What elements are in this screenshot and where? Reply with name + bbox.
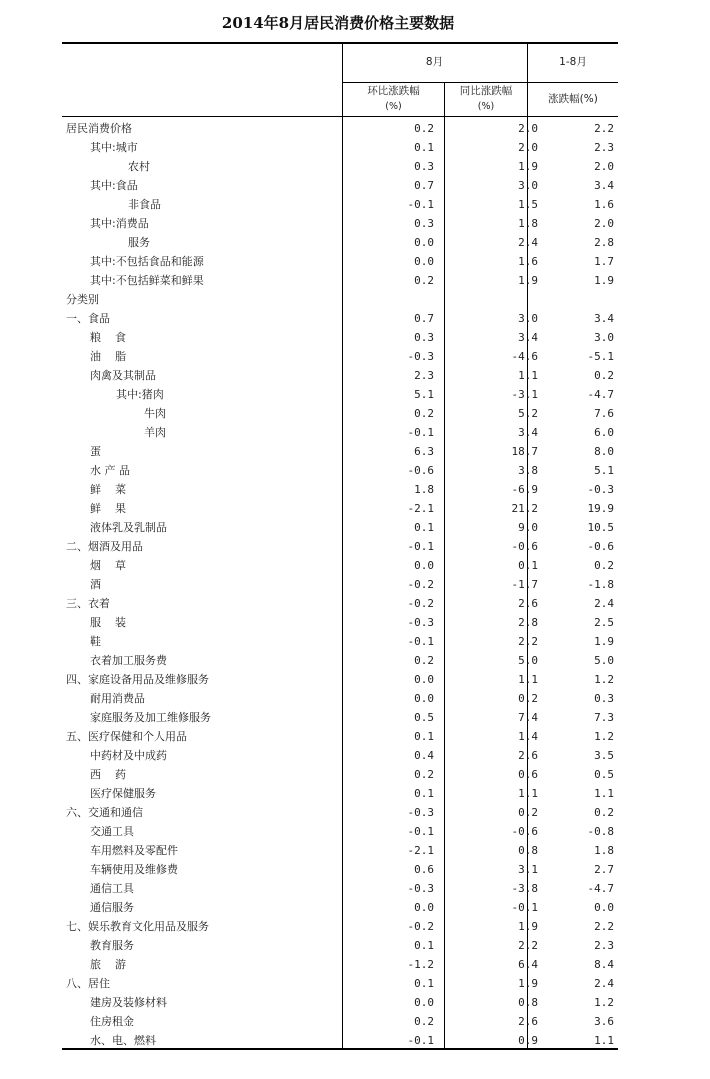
table-row bbox=[62, 651, 618, 670]
row-label: 油 脂 bbox=[90, 350, 126, 363]
row-value-mom: -0.3 bbox=[407, 882, 434, 895]
row-label: 其中:食品 bbox=[90, 179, 138, 192]
row-value-ytd: -1.8 bbox=[587, 578, 614, 591]
row-value-yoy: 0.1 bbox=[518, 559, 538, 572]
row-label: 酒 bbox=[90, 578, 101, 591]
row-value-ytd: 1.1 bbox=[594, 1034, 614, 1047]
row-value-ytd: -0.8 bbox=[587, 825, 614, 838]
row-value-yoy: 1.9 bbox=[518, 977, 538, 990]
row-label: 车用燃料及零配件 bbox=[90, 844, 178, 857]
row-label: 服务 bbox=[128, 236, 150, 249]
row-label: 其中:不包括食品和能源 bbox=[90, 255, 204, 268]
row-value-ytd: -5.1 bbox=[587, 350, 614, 363]
row-value-yoy: 18.7 bbox=[511, 445, 538, 458]
row-value-mom: 0.4 bbox=[414, 749, 434, 762]
row-label: 服 装 bbox=[90, 616, 126, 629]
row-value-mom: 0.1 bbox=[414, 939, 434, 952]
row-label: 五、医疗保健和个人用品 bbox=[66, 730, 187, 743]
row-label: 其中:城市 bbox=[90, 141, 138, 154]
table-row bbox=[62, 442, 618, 461]
row-value-yoy: 2.2 bbox=[518, 939, 538, 952]
row-label: 四、家庭设备用品及维修服务 bbox=[66, 673, 209, 686]
row-value-ytd: 5.1 bbox=[594, 464, 614, 477]
row-value-mom: -0.2 bbox=[407, 578, 434, 591]
row-value-yoy: 2.6 bbox=[518, 1015, 538, 1028]
table-row bbox=[62, 841, 618, 860]
row-value-mom: 0.1 bbox=[414, 787, 434, 800]
row-value-mom: 0.0 bbox=[414, 901, 434, 914]
row-value-ytd: 2.3 bbox=[594, 141, 614, 154]
row-value-ytd: 1.6 bbox=[594, 198, 614, 211]
row-value-yoy: 3.1 bbox=[518, 863, 538, 876]
row-value-mom: 0.3 bbox=[414, 331, 434, 344]
table-row bbox=[62, 974, 618, 993]
table-row bbox=[62, 366, 618, 385]
row-value-mom: 0.2 bbox=[414, 407, 434, 420]
row-value-mom: 0.2 bbox=[414, 274, 434, 287]
row-label: 水 产 品 bbox=[90, 464, 130, 477]
row-value-ytd: 2.7 bbox=[594, 863, 614, 876]
row-label: 七、娱乐教育文化用品及服务 bbox=[66, 920, 209, 933]
row-value-yoy: 3.0 bbox=[518, 179, 538, 192]
row-value-yoy: 1.6 bbox=[518, 255, 538, 268]
row-value-mom: -0.1 bbox=[407, 635, 434, 648]
row-value-ytd: 2.8 bbox=[594, 236, 614, 249]
row-value-mom: 0.3 bbox=[414, 217, 434, 230]
table-row bbox=[62, 271, 618, 290]
row-value-yoy: 2.6 bbox=[518, 749, 538, 762]
table-row bbox=[62, 993, 618, 1012]
header-ytd: 涨跌幅(%) bbox=[548, 93, 598, 105]
row-value-yoy: 2.0 bbox=[518, 122, 538, 135]
row-value-yoy: -0.1 bbox=[511, 901, 538, 914]
row-value-mom: -0.1 bbox=[407, 1034, 434, 1047]
row-value-mom: 1.8 bbox=[414, 483, 434, 496]
row-label: 六、交通和通信 bbox=[66, 806, 143, 819]
row-value-mom: 0.0 bbox=[414, 996, 434, 1009]
table-row bbox=[62, 309, 618, 328]
row-label: 鲜 果 bbox=[90, 502, 126, 515]
row-value-yoy: 1.9 bbox=[518, 274, 538, 287]
row-value-mom: 0.2 bbox=[414, 768, 434, 781]
row-value-ytd: 3.4 bbox=[594, 312, 614, 325]
row-label: 肉禽及其制品 bbox=[90, 369, 156, 382]
row-value-yoy: 21.2 bbox=[511, 502, 538, 515]
row-value-mom: -0.3 bbox=[407, 350, 434, 363]
row-value-ytd: 8.0 bbox=[594, 445, 614, 458]
row-value-ytd: 3.5 bbox=[594, 749, 614, 762]
row-label: 粮 食 bbox=[90, 331, 126, 344]
row-value-ytd: -0.6 bbox=[587, 540, 614, 553]
row-value-ytd: 3.6 bbox=[594, 1015, 614, 1028]
row-value-mom: -0.1 bbox=[407, 825, 434, 838]
row-value-yoy: 5.0 bbox=[518, 654, 538, 667]
row-label: 液体乳及乳制品 bbox=[90, 521, 167, 534]
row-value-ytd: 7.6 bbox=[594, 407, 614, 420]
row-value-ytd: 1.1 bbox=[594, 787, 614, 800]
row-value-mom: 5.1 bbox=[414, 388, 434, 401]
header-yoy: 同比涨跌幅 (%) bbox=[459, 85, 513, 112]
row-label: 医疗保健服务 bbox=[90, 787, 156, 800]
row-value-mom: -0.1 bbox=[407, 426, 434, 439]
row-label: 家庭服务及加工维修服务 bbox=[90, 711, 211, 724]
row-label: 居民消费价格 bbox=[66, 122, 132, 135]
row-value-yoy: -0.6 bbox=[511, 540, 538, 553]
row-label: 农村 bbox=[128, 160, 150, 173]
row-value-ytd: 5.0 bbox=[594, 654, 614, 667]
row-value-mom: 2.3 bbox=[414, 369, 434, 382]
row-value-mom: 0.3 bbox=[414, 160, 434, 173]
table-row bbox=[62, 461, 618, 480]
row-value-mom: -2.1 bbox=[407, 502, 434, 515]
row-value-ytd: -4.7 bbox=[587, 882, 614, 895]
table-row bbox=[62, 917, 618, 936]
row-value-yoy: 1.1 bbox=[518, 369, 538, 382]
row-value-yoy: 3.0 bbox=[518, 312, 538, 325]
row-value-yoy: 1.4 bbox=[518, 730, 538, 743]
table-row bbox=[62, 499, 618, 518]
table-row bbox=[62, 328, 618, 347]
row-value-yoy: 2.6 bbox=[518, 597, 538, 610]
row-value-yoy: 1.5 bbox=[518, 198, 538, 211]
row-value-ytd: 1.7 bbox=[594, 255, 614, 268]
table-row bbox=[62, 423, 618, 442]
row-value-yoy: -3.8 bbox=[511, 882, 538, 895]
row-value-ytd: 0.2 bbox=[594, 806, 614, 819]
row-value-yoy: 3.8 bbox=[518, 464, 538, 477]
row-label: 其中:猪肉 bbox=[116, 388, 164, 401]
row-value-mom: -0.2 bbox=[407, 920, 434, 933]
table-row bbox=[62, 252, 618, 271]
row-value-yoy: -4.6 bbox=[511, 350, 538, 363]
row-value-mom: -1.2 bbox=[407, 958, 434, 971]
row-value-yoy: -6.9 bbox=[511, 483, 538, 496]
row-value-mom: 0.1 bbox=[414, 977, 434, 990]
row-value-yoy: 0.8 bbox=[518, 844, 538, 857]
row-value-yoy: 1.1 bbox=[518, 673, 538, 686]
table-row bbox=[62, 347, 618, 366]
row-value-mom: 6.3 bbox=[414, 445, 434, 458]
row-value-mom: 0.7 bbox=[414, 179, 434, 192]
table-row bbox=[62, 632, 618, 651]
row-label: 旅 游 bbox=[90, 958, 126, 971]
row-label: 羊肉 bbox=[144, 426, 166, 439]
table-row bbox=[62, 575, 618, 594]
row-value-ytd: 1.8 bbox=[594, 844, 614, 857]
row-value-ytd: 2.4 bbox=[594, 597, 614, 610]
table-row bbox=[62, 860, 618, 879]
table-row bbox=[62, 784, 618, 803]
row-value-ytd: 0.2 bbox=[594, 369, 614, 382]
table-row bbox=[62, 613, 618, 632]
row-value-ytd: 0.2 bbox=[594, 559, 614, 572]
row-label: 建房及装修材料 bbox=[90, 996, 167, 1009]
table-top-rule bbox=[62, 42, 618, 44]
page-title: 2014年8月居民消费价格主要数据 bbox=[221, 14, 455, 32]
row-value-ytd: 7.3 bbox=[594, 711, 614, 724]
row-value-yoy: -3.1 bbox=[511, 388, 538, 401]
row-value-yoy: -0.6 bbox=[511, 825, 538, 838]
row-label: 鞋 bbox=[90, 635, 101, 648]
row-value-yoy: 2.8 bbox=[518, 616, 538, 629]
row-value-ytd: 1.2 bbox=[594, 996, 614, 1009]
row-value-mom: -0.3 bbox=[407, 616, 434, 629]
row-label: 通信工具 bbox=[90, 882, 134, 895]
row-value-yoy: 9.0 bbox=[518, 521, 538, 534]
table-row bbox=[62, 214, 618, 233]
row-value-mom: 0.0 bbox=[414, 559, 434, 572]
row-label: 其中:不包括鲜菜和鲜果 bbox=[90, 274, 204, 287]
row-value-mom: 0.0 bbox=[414, 673, 434, 686]
table-row bbox=[62, 138, 618, 157]
row-label: 三、衣着 bbox=[66, 597, 110, 610]
table-row bbox=[62, 1012, 618, 1031]
table-row bbox=[62, 746, 618, 765]
row-value-ytd: 6.0 bbox=[594, 426, 614, 439]
row-value-ytd: 2.0 bbox=[594, 160, 614, 173]
row-value-yoy: -1.7 bbox=[511, 578, 538, 591]
table-row bbox=[62, 803, 618, 822]
row-value-mom: 0.5 bbox=[414, 711, 434, 724]
row-value-mom: 0.0 bbox=[414, 692, 434, 705]
row-value-ytd: 1.2 bbox=[594, 673, 614, 686]
row-value-mom: 0.0 bbox=[414, 255, 434, 268]
table-row bbox=[62, 157, 618, 176]
row-label: 鲜 菜 bbox=[90, 483, 126, 496]
table-row bbox=[62, 594, 618, 613]
row-label: 牛肉 bbox=[144, 407, 166, 420]
header-group-jan-aug: 1-8月 bbox=[559, 56, 587, 68]
row-value-ytd: 2.5 bbox=[594, 616, 614, 629]
row-value-ytd: 0.0 bbox=[594, 901, 614, 914]
table-row bbox=[62, 708, 618, 727]
row-value-yoy: 7.4 bbox=[518, 711, 538, 724]
row-value-mom: -0.1 bbox=[407, 540, 434, 553]
row-label: 二、烟酒及用品 bbox=[66, 540, 143, 553]
row-label: 分类别 bbox=[66, 293, 99, 306]
row-value-mom: 0.2 bbox=[414, 1015, 434, 1028]
row-value-yoy: 1.8 bbox=[518, 217, 538, 230]
header-mom: 环比涨跌幅 (%) bbox=[367, 85, 420, 112]
row-value-yoy: 0.2 bbox=[518, 692, 538, 705]
row-value-mom: 0.2 bbox=[414, 654, 434, 667]
row-value-mom: 0.7 bbox=[414, 312, 434, 325]
table-row bbox=[62, 480, 618, 499]
table-row bbox=[62, 385, 618, 404]
row-label: 其中:消费品 bbox=[90, 217, 149, 230]
row-value-mom: 0.2 bbox=[414, 122, 434, 135]
row-value-mom: -0.1 bbox=[407, 198, 434, 211]
table-body bbox=[62, 119, 618, 1050]
table-row bbox=[62, 670, 618, 689]
row-value-yoy: 3.4 bbox=[518, 331, 538, 344]
row-value-mom: 0.1 bbox=[414, 730, 434, 743]
row-label: 车辆使用及维修费 bbox=[90, 863, 178, 876]
row-value-mom: 0.1 bbox=[414, 521, 434, 534]
row-value-ytd: 2.3 bbox=[594, 939, 614, 952]
row-label: 通信服务 bbox=[90, 901, 134, 914]
row-value-yoy: 0.9 bbox=[518, 1034, 538, 1047]
row-value-yoy: 2.4 bbox=[518, 236, 538, 249]
table-row bbox=[62, 556, 618, 575]
row-value-yoy: 1.9 bbox=[518, 920, 538, 933]
table-row bbox=[62, 936, 618, 955]
row-label: 非食品 bbox=[128, 198, 161, 211]
row-value-ytd: 8.4 bbox=[594, 958, 614, 971]
table-row bbox=[62, 822, 618, 841]
row-value-ytd: 0.3 bbox=[594, 692, 614, 705]
row-label: 教育服务 bbox=[90, 939, 134, 952]
row-label: 耐用消费品 bbox=[90, 692, 145, 705]
row-value-mom: 0.0 bbox=[414, 236, 434, 249]
table-row bbox=[62, 537, 618, 556]
table-row bbox=[62, 233, 618, 252]
header-group-line bbox=[342, 82, 618, 83]
row-value-ytd: 2.2 bbox=[594, 122, 614, 135]
row-value-yoy: 3.4 bbox=[518, 426, 538, 439]
table-row bbox=[62, 898, 618, 917]
row-value-ytd: -4.7 bbox=[587, 388, 614, 401]
row-label: 水、电、燃料 bbox=[90, 1034, 156, 1047]
row-value-ytd: 1.9 bbox=[594, 635, 614, 648]
row-label: 衣着加工服务费 bbox=[90, 654, 167, 667]
table-row bbox=[62, 518, 618, 537]
row-value-yoy: 1.9 bbox=[518, 160, 538, 173]
row-value-ytd: 2.0 bbox=[594, 217, 614, 230]
row-label: 八、居住 bbox=[66, 977, 110, 990]
row-value-mom: -2.1 bbox=[407, 844, 434, 857]
row-label: 住房租金 bbox=[90, 1015, 134, 1028]
table-row bbox=[62, 195, 618, 214]
table-row bbox=[62, 765, 618, 784]
row-label: 西 药 bbox=[90, 768, 126, 781]
row-value-yoy: 1.1 bbox=[518, 787, 538, 800]
table-row bbox=[62, 404, 618, 423]
header-group-august: 8月 bbox=[425, 56, 444, 68]
row-value-ytd: -0.3 bbox=[587, 483, 614, 496]
row-value-yoy: 5.2 bbox=[518, 407, 538, 420]
row-value-yoy: 2.2 bbox=[518, 635, 538, 648]
row-label: 一、食品 bbox=[66, 312, 110, 325]
row-value-mom: -0.6 bbox=[407, 464, 434, 477]
row-value-yoy: 0.6 bbox=[518, 768, 538, 781]
row-value-ytd: 10.5 bbox=[587, 521, 614, 534]
row-value-ytd: 1.2 bbox=[594, 730, 614, 743]
row-label: 烟 草 bbox=[90, 559, 126, 572]
header-bottom-line bbox=[62, 116, 618, 117]
row-value-ytd: 3.4 bbox=[594, 179, 614, 192]
row-value-mom: 0.1 bbox=[414, 141, 434, 154]
row-value-yoy: 0.8 bbox=[518, 996, 538, 1009]
row-value-ytd: 2.4 bbox=[594, 977, 614, 990]
row-value-ytd: 0.5 bbox=[594, 768, 614, 781]
table-row bbox=[62, 727, 618, 746]
row-value-yoy: 2.0 bbox=[518, 141, 538, 154]
row-value-mom: -0.3 bbox=[407, 806, 434, 819]
row-value-ytd: 1.9 bbox=[594, 274, 614, 287]
row-value-ytd: 2.2 bbox=[594, 920, 614, 933]
table-row bbox=[62, 1031, 618, 1050]
row-label: 蛋 bbox=[90, 445, 101, 458]
table-row bbox=[62, 955, 618, 974]
row-value-ytd: 3.0 bbox=[594, 331, 614, 344]
row-value-yoy: 6.4 bbox=[518, 958, 538, 971]
row-value-mom: -0.2 bbox=[407, 597, 434, 610]
row-label: 交通工具 bbox=[90, 825, 134, 838]
table-row bbox=[62, 689, 618, 708]
table-row bbox=[62, 879, 618, 898]
row-value-mom: 0.6 bbox=[414, 863, 434, 876]
row-value-ytd: 19.9 bbox=[587, 502, 614, 515]
table-row bbox=[62, 176, 618, 195]
row-label: 中药材及中成药 bbox=[90, 749, 167, 762]
table-row bbox=[62, 119, 618, 138]
table-row bbox=[62, 290, 618, 309]
row-value-yoy: 0.2 bbox=[518, 806, 538, 819]
